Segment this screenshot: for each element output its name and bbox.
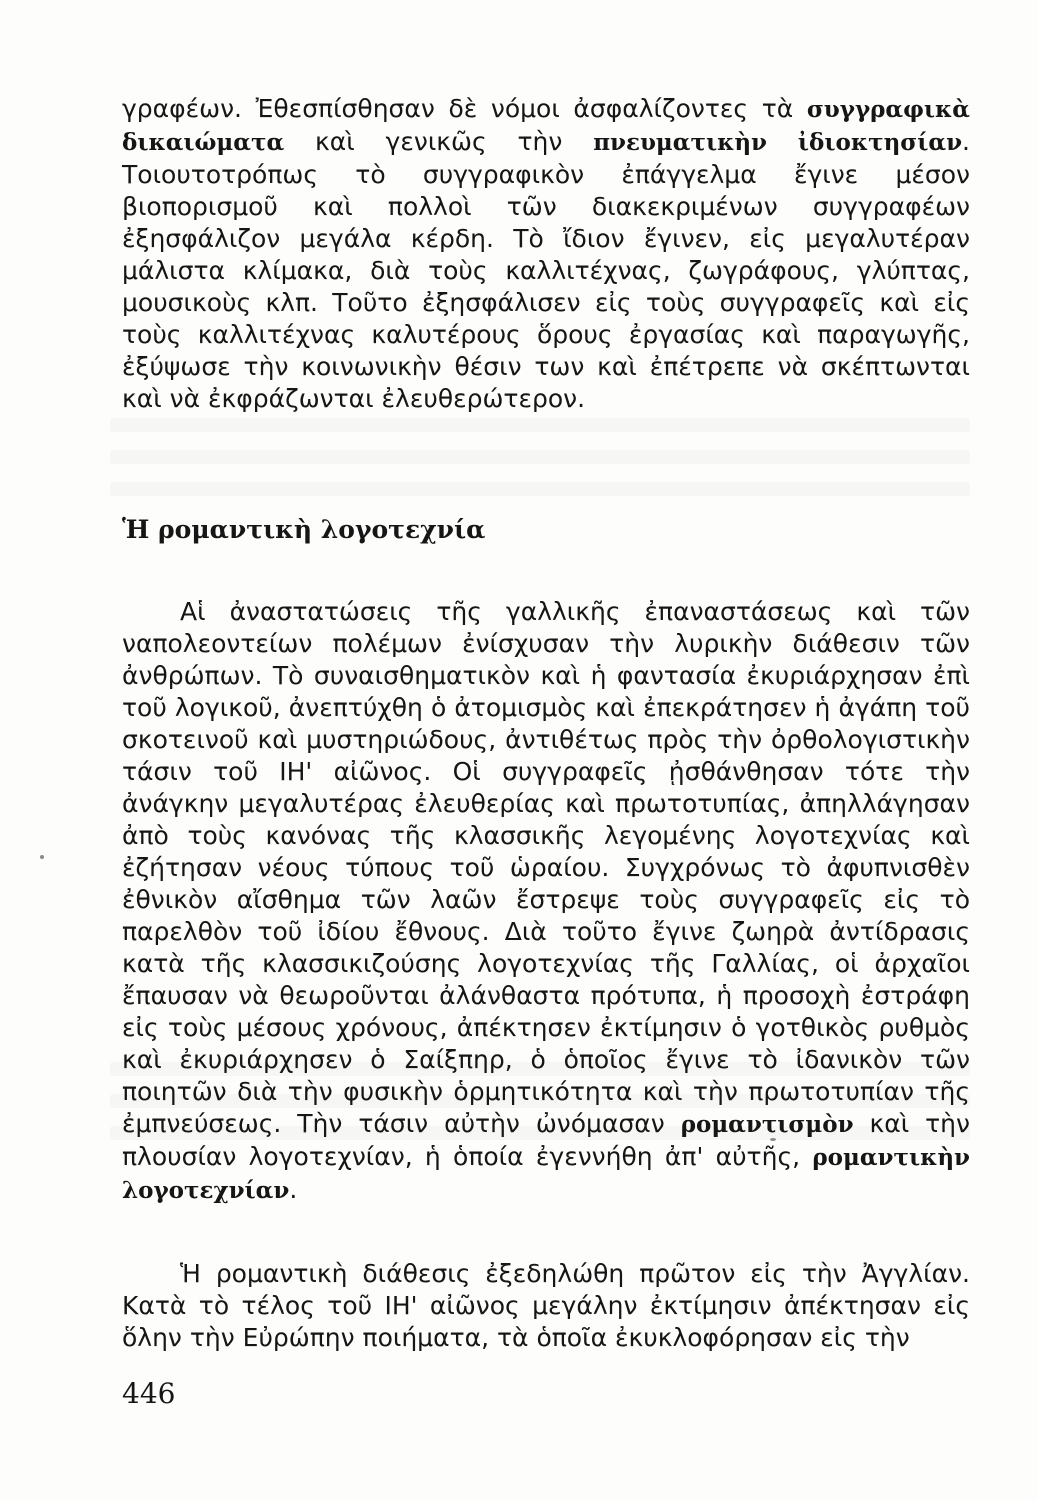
paragraph-1-segment: καὶ γενικῶς τὴν	[284, 127, 594, 156]
bleed-through-line	[110, 482, 970, 496]
bold-term-copyright: συγγραφικὰ δικαιώματα	[122, 96, 970, 156]
paragraph-2-text	[122, 596, 970, 1207]
paragraph-2-segment: Αἱ ἀναστατώσεις τῆς γαλλικῆς ἐπαναστάσεως καὶ τῶν ναπολεοντείων πολέμων ἐνίσχυσαν τὴν λυρικὴν διάθεσιν τῶν ἀνθρώπων. Τὸ συναισθηματικὸν καὶ ἡ φαντασία ἐκυριάρχησαν ἐπὶ τοῦ λογικοῦ, ἀνεπτύχθη ὁ ἀτομισμὸς καὶ ἐπεκράτησεν ἡ ἀγάπη τοῦ σκοτεινοῦ καὶ μυστηριώδους, ἀντιθέτως πρὸς τὴν ὀρθολογιστικὴν τάσιν τοῦ ΙΗ' αἰῶνος. Οἱ συγγραφεῖς ᾐσθάνθησαν τότε τὴν ἀνάγκην μεγαλυτέρας ἐλευθερίας καὶ πρωτοτυπίας, ἀπηλλάγησαν ἀπὸ τοὺς κανόνας τῆς κλασσικῆς λεγομένης λογοτεχνίας καὶ ἐζήτησαν νέους τύπους τοῦ ὡραίου. Συγχρόνως τὸ ἀφυπνισθὲν ἐθνικὸν αἴσθημα τῶν λαῶν ἔστρεψε τοὺς συγγραφεῖς εἰς τὸ παρελθὸν τοῦ ἰδίου ἔθνους. Διὰ τοῦτο ἔγινε ζωηρὰ ἀντίδρασις κατὰ τῆς κλασσικιζούσης λογοτεχνίας τῆς Γαλλίας, οἱ ἀρχαῖοι ἔπαυσαν νὰ θεωροῦνται ἀλάνθαστα πρότυπα, ἡ προσοχὴ ἐστράφη εἰς τοὺς μέσους χρόνους, ἀπέκτησεν ἐκτίμησιν ὁ γοτθικὸς ρυθμὸς καὶ ἐκυριάρχησεν ὁ Σαίξπηρ, ὁ ὁποῖος ἔγινε τὸ ἰδανικὸν τῶν ποιητῶν διὰ τὴν φυσικὴν ὁρμητικότητα καὶ τὴν πρωτοτυπίαν τῆς ἐμπνεύσεως. Τὴν τάσιν αὐτὴν ὠνόμασαν	[122, 597, 970, 1138]
paper-speck	[40, 855, 44, 859]
bold-term-intellectual-property: πνευματικὴν ἰδιοκτησίαν	[593, 129, 963, 156]
page-number: 446	[122, 1377, 176, 1410]
paragraph-2-segment: καὶ τὴν πλουσίαν λογοτεχνίαν, ἡ ὁποία ἐγεννήθη ἀπ' αὐτῆς,	[122, 1109, 970, 1171]
paragraph-2-segment: .	[289, 1175, 298, 1204]
bleed-through-line	[110, 418, 970, 432]
section-heading: Ἡ ρομαντικὴ λογοτεχνία	[122, 515, 486, 544]
paragraph-2	[122, 596, 970, 1207]
paragraph-3-text: Ἡ ρομαντικὴ διάθεσις ἐξεδηλώθη πρῶτον εἰς τὴν Ἀγγλίαν. Κατὰ τὸ τέλος τοῦ ΙΗ' αἰῶνος μεγάλην ἐκτίμησιν ἀπέκτησαν εἰς ὅλην τὴν Εὐρώπην ποιήματα, τὰ ὁποῖα ἐκυκλοφόρησαν εἰς τὴν	[122, 1259, 970, 1352]
bold-term-romanticism: ρομαντισμὸν	[680, 1111, 854, 1138]
paragraph-1-text	[122, 93, 970, 415]
paragraph-1	[122, 93, 970, 415]
paragraph-1-segment: . Τοιουτοτρόπως τὸ συγγραφικὸν ἐπάγγελμα ἔγινε μέσον βιοπορισμοῦ καὶ πολλοὶ τῶν διακεκριμένων συγγραφέων ἐξησφάλιζον μεγάλα κέρδη. Τὸ ἴδιον ἔγινεν, εἰς μεγαλυτέραν μάλιστα κλίμακα, διὰ τοὺς καλλιτέχνας, ζωγράφους, γλύπτας, μουσικοὺς κλπ. Τοῦτο ἐξησφάλισεν εἰς τοὺς συγγραφεῖς καὶ εἰς τοὺς καλλιτέχνας καλυτέρους ὅρους ἐργασίας καὶ παραγωγῆς, ἐξύψωσε τὴν κοινωνικὴν θέσιν των καὶ ἐπέτρεπε νὰ σκέπτωνται καὶ νὰ ἐκφράζωνται ἐλευθερώτερον.	[122, 127, 970, 413]
paper-speck	[770, 1138, 776, 1141]
bold-term-romantic-literature: ρομαντικὴν λογοτεχνίαν	[122, 1144, 970, 1204]
paragraph-1-segment: γραφέων. Ἐθεσπίσθησαν δὲ νόμοι ἀσφαλίζοντες τὰ	[122, 94, 807, 123]
paragraph-3	[122, 1258, 970, 1354]
bleed-through-line	[110, 450, 970, 464]
